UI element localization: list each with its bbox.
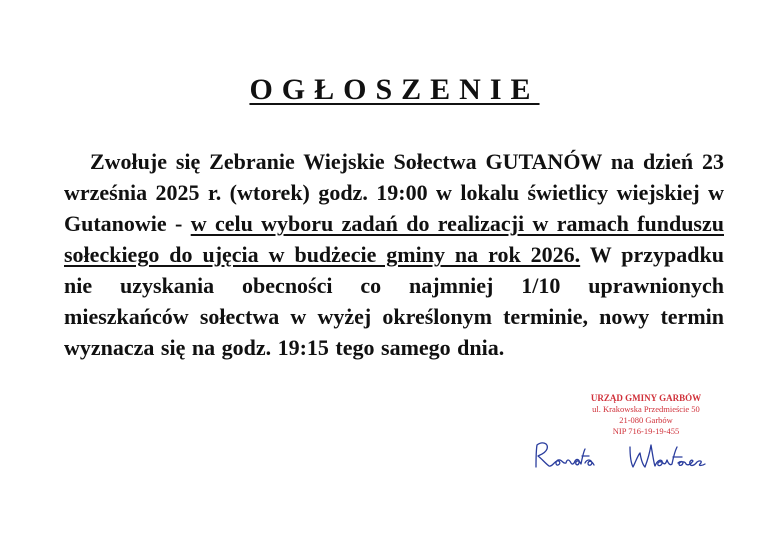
stamp-line-office: URZĄD GMINY GARBÓW [590, 393, 702, 403]
paragraph-part-2: W przypadku nie uzyskania obecności co najmniej 1/10 uprawnionych mieszkańców sołectwa w wyżej określonym terminie, nowy termin wyznacza się na godz. 19:15 tego samego dnia. [64, 242, 724, 360]
document-title [0, 72, 780, 108]
office-stamp [586, 393, 706, 441]
title-text: OGŁOSZENIE [249, 73, 540, 106]
stamp-line-postal: 21-080 Garbów [619, 415, 673, 425]
stamp-line-street: ul. Krakowska Przedmieście 50 [592, 404, 700, 414]
announcement-paragraph [64, 146, 724, 363]
stamp-line-nip: NIP 716-19-19-455 [612, 426, 680, 436]
paragraph-part-1: Zwołuje się Zebranie Wiejskie Sołectwa GUTANÓW na dzień 23 września 2025 r. (wtorek) godz. 19:00 w lokalu świetlicy wiejskiej w Gutanowie - [64, 149, 724, 236]
paragraph-underlined-purpose: w celu wyboru zadań do realizacji w ramach funduszu sołeckiego do ujęcia w budżecie gminy na rok 2026. [64, 211, 724, 267]
handwritten-signature [530, 437, 730, 477]
